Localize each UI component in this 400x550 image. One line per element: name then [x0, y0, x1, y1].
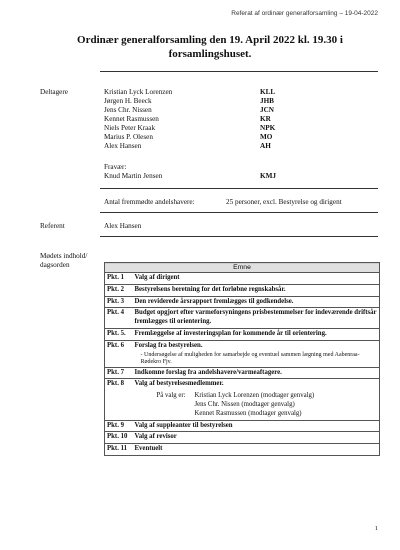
agenda-text: Fremlæggelse af investeringsplan for kommende år til orientering. [133, 328, 380, 340]
candidate: Kristian Lyck Lorenzen (modtager genvalg) [194, 392, 315, 400]
valg-label-spacer [135, 401, 195, 410]
agenda-row [105, 284, 380, 296]
agenda-label-line2: dagsorden [40, 260, 70, 269]
agenda-pkt: Pkt. 7 [105, 367, 133, 379]
agenda-row [105, 367, 380, 379]
member-name: Niels Peter Kraak [104, 124, 156, 132]
divider [100, 71, 378, 72]
agenda-cell [133, 379, 380, 420]
candidate-line [135, 401, 378, 410]
absent-name: Knud Martin Jensen [104, 172, 163, 180]
member-name: Jens Chr. Nissen [104, 106, 152, 114]
deltagere-label: Deltagere [40, 88, 68, 96]
agenda-row [105, 432, 380, 444]
agenda-pkt: Pkt. 4 [105, 308, 133, 329]
absent-initials: KMJ [260, 172, 276, 180]
agenda-pkt: Pkt. 10 [105, 432, 133, 444]
member-initials: NPK [260, 124, 276, 132]
agenda-pkt: Pkt. 6 [105, 340, 133, 367]
agenda-pkt: Pkt. 3 [105, 296, 133, 308]
member-name: Kristian Lyck Lorenzen [104, 88, 173, 96]
agenda-header: Emne [105, 263, 380, 273]
attendance-label: Antal fremmødte andelshavere: [104, 198, 195, 206]
agenda-row [105, 296, 380, 308]
agenda-row [105, 444, 380, 456]
agenda-text: Valg af bestyrelsesmedlemmer. [134, 380, 224, 388]
agenda-label-line1: Mødets indhold/ [40, 252, 88, 260]
agenda-label [40, 252, 87, 269]
member-initials: MO [260, 133, 273, 141]
agenda-pkt: Pkt. 5. [105, 328, 133, 340]
attendance-value: 25 personer, excl. Bestyrelse og dirigent [226, 198, 342, 206]
divider [100, 236, 378, 237]
candidate-line [135, 410, 378, 419]
agenda-pkt: Pkt. 1 [105, 273, 133, 285]
valg-label-spacer [135, 410, 195, 419]
divider [100, 212, 378, 213]
agenda-subtext: - Undersøgelse af muligheden for samarbejde og eventuel sammen lægning med Aabenraa-Rødekro Fjv. [140, 351, 360, 365]
divider [100, 188, 378, 189]
header-note: Referat af ordinær generalforsamling – 19-04-2022 [231, 10, 378, 17]
agenda-row [105, 340, 380, 367]
member-name: Jørgen H. Beeck [104, 97, 152, 105]
agenda-row [105, 328, 380, 340]
page-title: Ordinær generalforsamling den 19. April 2022 kl. 19.30 i forsamlingshuset. [77, 34, 343, 60]
agenda-text: Valg af revisor [133, 432, 380, 444]
member-name: Kennet Rasmussen [104, 115, 159, 123]
agenda-text: Valg af suppleanter til bestyrelsen [133, 420, 380, 432]
candidate-line [135, 392, 378, 401]
candidate: Kennet Rasmussen (modtager genvalg) [194, 409, 302, 417]
valg-label: På valg er: [156, 392, 186, 400]
agenda-pkt: Pkt. 2 [105, 284, 133, 296]
agenda-text: Valg af dirigent [133, 273, 380, 285]
agenda-text: Den reviderede årsrapport fremlægges til godkendelse. [133, 296, 380, 308]
agenda-pkt: Pkt. 8 [105, 379, 133, 420]
agenda-text: Indkomne forslag fra andelshavere/varmeaftagere. [133, 367, 380, 379]
agenda-text: Bestyrelsens beretning for det forløbne regnskabsår. [133, 284, 380, 296]
agenda-row [105, 379, 380, 420]
agenda-text: Eventuelt [133, 444, 380, 456]
agenda-pkt: Pkt. 9 [105, 420, 133, 432]
member-initials: AH [260, 142, 271, 150]
member-name: Alex Hansen [104, 142, 142, 150]
agenda-text: Forslag fra bestyrelsen. [134, 341, 203, 349]
member-initials: KLL [260, 88, 276, 96]
referent-label: Referent [40, 222, 65, 230]
agenda-cell [133, 340, 380, 367]
referent-value: Alex Hansen [104, 222, 142, 230]
agenda-pkt: Pkt. 11 [105, 444, 133, 456]
member-initials: KR [260, 115, 271, 123]
member-initials: JHB [260, 97, 274, 105]
agenda-table [104, 262, 380, 456]
agenda-text: Budget opgjort efter varmeforsyningens prisbestemmelser for indeværende driftsår fremlægges til orientering. [133, 308, 380, 329]
agenda-row [105, 308, 380, 329]
member-initials: JCN [260, 106, 274, 114]
candidate: Jens Chr. Nissen (modtager genvalg) [194, 400, 295, 408]
agenda-row [105, 420, 380, 432]
member-name: Marius P. Olesen [104, 133, 153, 141]
agenda-row [105, 273, 380, 285]
page-number: 1 [374, 525, 378, 532]
absent-label: Fravær: [104, 163, 127, 171]
